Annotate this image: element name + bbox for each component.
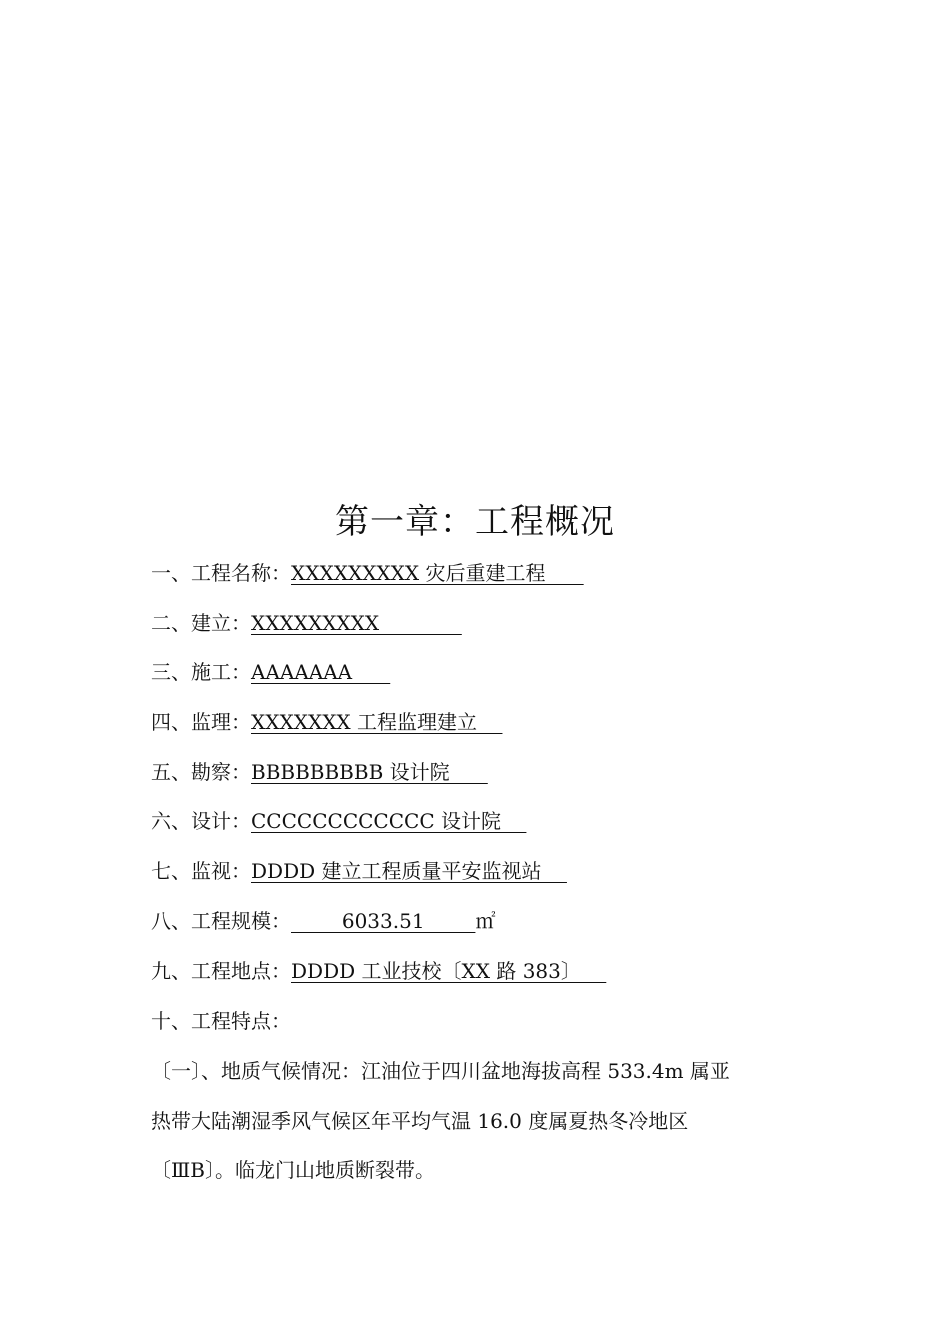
item-value: BBBBBBBBB 设计院 bbox=[251, 760, 488, 784]
geology-line-1: 〔一〕、地质气候情况：江油位于四川盆地海拔高程 533.4m 属亚 bbox=[151, 1059, 730, 1083]
item-label: 一、工程名称： bbox=[151, 561, 291, 585]
item-label: 四、监理： bbox=[151, 710, 251, 734]
item-construction bbox=[151, 657, 390, 687]
item-label: 七、监视： bbox=[151, 859, 251, 883]
item-builder bbox=[151, 608, 462, 638]
item-value: AAAAAAA bbox=[251, 660, 391, 684]
item-design bbox=[151, 806, 526, 836]
item-supervision bbox=[151, 707, 502, 737]
item-survey bbox=[151, 757, 488, 787]
item-value: 6033.51 bbox=[291, 909, 476, 933]
item-project-name bbox=[151, 558, 584, 588]
item-label: 三、施工： bbox=[151, 660, 251, 684]
item-value: CCCCCCCCCCCC 设计院 bbox=[251, 809, 527, 833]
item-monitoring bbox=[151, 856, 567, 886]
chapter-title: 第一章：工程概况 bbox=[335, 502, 615, 542]
item-label: 九、工程地点： bbox=[151, 959, 291, 983]
item-project-location bbox=[151, 956, 606, 986]
item-unit: ㎡ bbox=[475, 909, 496, 933]
item-value: DDDD 建立工程质量平安监视站 bbox=[251, 859, 567, 883]
item-project-features bbox=[151, 1006, 291, 1036]
item-value: XXXXXXXXX 灾后重建工程 bbox=[291, 561, 584, 585]
item-value: XXXXXXXXX bbox=[251, 611, 462, 635]
item-label: 十、工程特点： bbox=[151, 1009, 291, 1033]
item-label: 六、设计： bbox=[151, 809, 251, 833]
item-project-scale bbox=[151, 906, 495, 936]
item-value: DDDD 工业技校〔XX 路 383〕 bbox=[291, 959, 607, 983]
item-label: 八、工程规模： bbox=[151, 909, 291, 933]
item-value: XXXXXXX 工程监理建立 bbox=[251, 710, 503, 734]
geology-line-3: 〔ⅢB〕。临龙门山地质断裂带。 bbox=[151, 1158, 435, 1182]
geology-line-2: 热带大陆潮湿季风气候区年平均气温 16.0 度属夏热冬冷地区 bbox=[151, 1109, 689, 1133]
item-label: 五、勘察： bbox=[151, 760, 251, 784]
item-label: 二、建立： bbox=[151, 611, 251, 635]
